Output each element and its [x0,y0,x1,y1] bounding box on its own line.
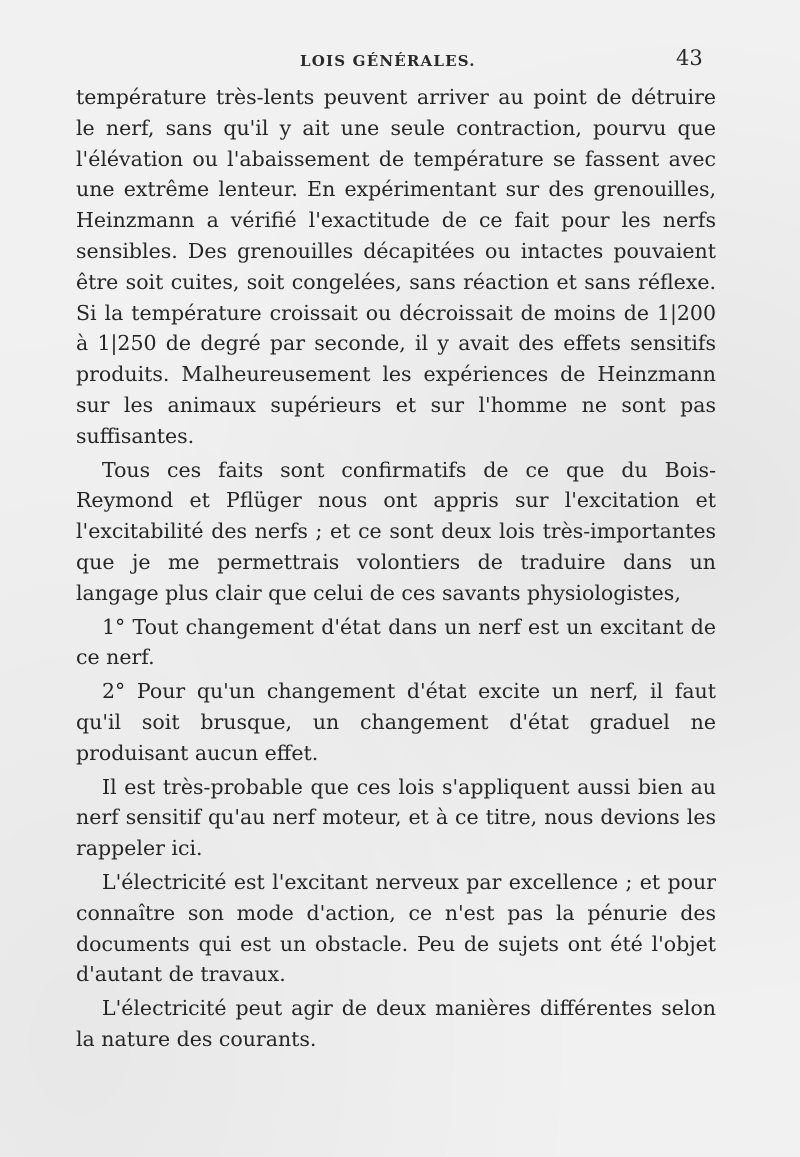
page-number: 43 [676,46,703,70]
running-head [0,46,800,76]
law-2: 2° Pour qu'un changement d'état excite un nerf, il faut qu'il soit brusque, un changement d'état graduel ne produisant aucun effet. [76,679,716,765]
running-title: LOIS GÉNÉRALES. [300,52,476,70]
paragraph-laws-intro: Tous ces faits sont confirmatifs de ce que du Bois-Reymond et Pflüger nous ont appris sur l'excitation et l'excitabilité des nerfs ; et ce sont deux lois très-importantes que je me permettrais volontiers de traduire dans un langage plus clair que celui de ces savants physiologistes, [76,457,716,605]
paragraph-currents: L'électricité peut agir de deux manières différentes selon la nature des courants. [76,996,716,1051]
paragraph-continuation: température très-lents peuvent arriver au point de détruire le nerf, sans qu'il y ait une seule contraction, pourvu que l'élévation ou l'abaissement de température se fassent avec une extrême lenteur. En expérimentant sur des grenouilles, Heinzmann a vérifié l'exactitude de ce fait pour les nerfs sensibles. Des grenouilles décapitées ou intactes pouvaient être soit cuites, soit congelées, sans réaction et sans réflexe. Si la température croissait ou décroissait de moins de 1|200 à 1|250 de degré par seconde, il y avait des effets sensitifs produits. Malheureusement les expériences de Heinzmann sur les animaux supérieurs et sur l'homme ne sont pas suffisantes. [76,85,716,448]
body-text [76,82,716,1058]
law-1: 1° Tout changement d'état dans un nerf est un excitant de ce nerf. [76,614,716,670]
paragraph-electricity: L'électricité est l'excitant nerveux par excellence ; et pour connaître son mode d'action, ce n'est pas la pénurie des documents qui est un obstacle. Peu de sujets ont été l'objet d'autant de travaux. [76,869,716,987]
paragraph-sensitive-nerve: Il est très-probable que ces lois s'appliquent aussi bien au nerf sensitif qu'au nerf moteur, et à ce titre, nous devions les rappeler ici. [76,774,716,861]
